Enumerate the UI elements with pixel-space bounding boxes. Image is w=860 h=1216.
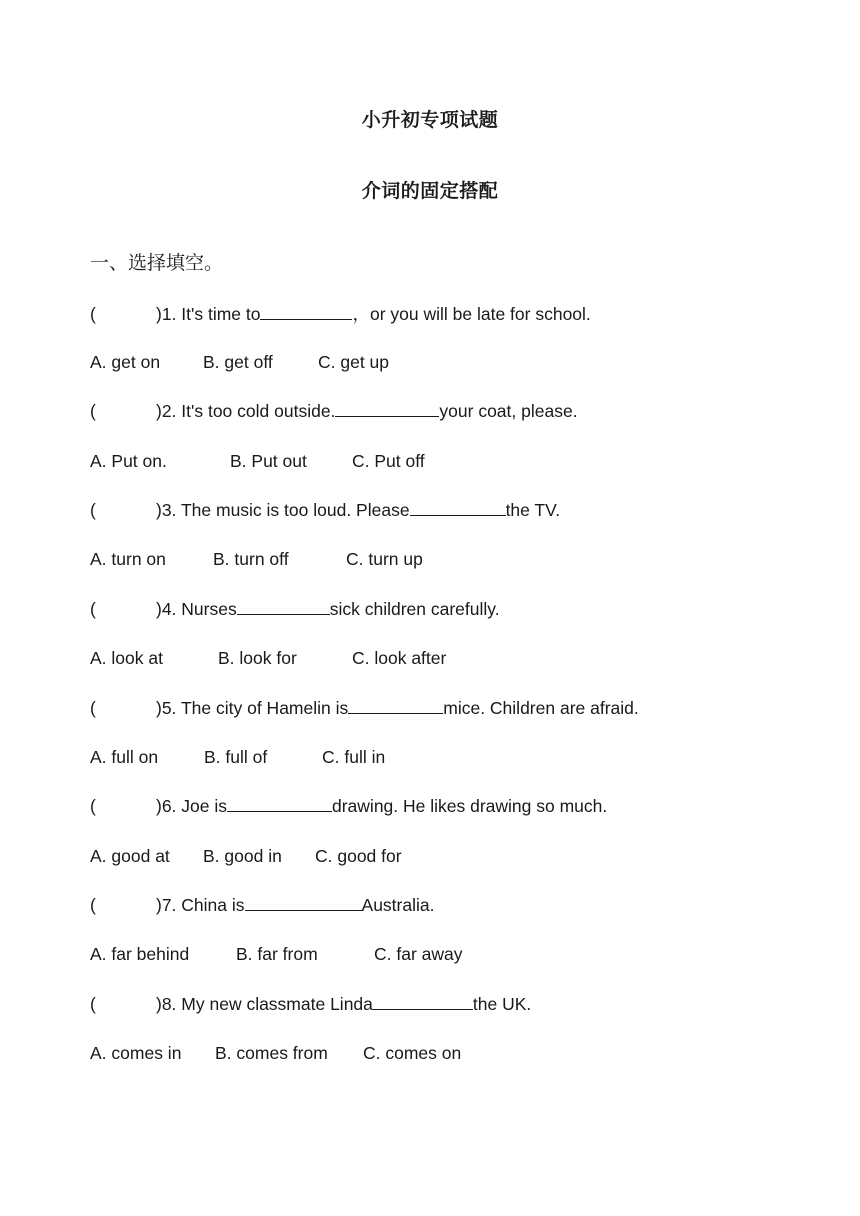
question-stem: )6. Joe is bbox=[156, 796, 227, 816]
options-1 bbox=[90, 352, 389, 373]
option-a: A. good at bbox=[90, 846, 170, 866]
answer-paren[interactable]: ( bbox=[90, 796, 96, 816]
option-b: B. far from bbox=[236, 944, 318, 964]
answer-paren[interactable]: ( bbox=[90, 500, 96, 520]
question-rest: the TV. bbox=[505, 500, 561, 520]
options-4 bbox=[90, 648, 446, 669]
answer-paren[interactable]: ( bbox=[90, 304, 96, 324]
option-a: A. Put on. bbox=[90, 451, 167, 471]
fill-blank bbox=[335, 402, 439, 417]
answer-paren[interactable]: ( bbox=[90, 994, 96, 1014]
option-c: C. get up bbox=[318, 352, 390, 372]
options-2 bbox=[90, 451, 425, 472]
question-rest: Australia. bbox=[361, 895, 435, 915]
option-b: B. turn off bbox=[213, 549, 289, 569]
question-stem: )3. The music is too loud. Please bbox=[156, 500, 410, 520]
question-stem: )1. It's time to bbox=[156, 304, 261, 324]
fill-blank bbox=[227, 797, 332, 812]
fill-blank bbox=[410, 501, 506, 516]
answer-paren[interactable]: ( bbox=[90, 599, 96, 619]
options-7 bbox=[90, 944, 463, 965]
question-stem: )4. Nurses bbox=[156, 599, 237, 619]
question-rest: ，or you will be late for school. bbox=[352, 304, 591, 324]
option-b: B. good in bbox=[203, 846, 282, 866]
question-8 bbox=[90, 994, 531, 1015]
question-stem: )8. My new classmate Linda bbox=[156, 994, 373, 1014]
option-a: A. get on bbox=[90, 352, 161, 372]
option-b: B. full of bbox=[204, 747, 268, 767]
option-c: C. turn up bbox=[346, 549, 423, 569]
fill-blank bbox=[237, 600, 330, 615]
option-b: B. comes from bbox=[215, 1043, 328, 1063]
question-stem: )2. It's too cold outside. bbox=[156, 401, 336, 421]
fill-blank bbox=[373, 995, 473, 1010]
options-6 bbox=[90, 846, 402, 867]
question-2 bbox=[90, 401, 578, 422]
option-a: A. look at bbox=[90, 648, 163, 668]
fill-blank bbox=[245, 896, 362, 911]
option-b: B. get off bbox=[203, 352, 273, 372]
option-b: B. look for bbox=[218, 648, 297, 668]
option-b: B. Put out bbox=[230, 451, 307, 471]
option-c: C. good for bbox=[315, 846, 402, 866]
page-title: 小升初专项试题 bbox=[361, 110, 499, 131]
question-6 bbox=[90, 796, 607, 817]
option-a: A. comes in bbox=[90, 1043, 182, 1063]
question-stem: )5. The city of Hamelin is bbox=[156, 698, 349, 718]
option-a: A. turn on bbox=[90, 549, 166, 569]
options-5 bbox=[90, 747, 385, 768]
options-8 bbox=[90, 1043, 461, 1064]
option-c: C. full in bbox=[322, 747, 386, 767]
question-rest: the UK. bbox=[472, 994, 532, 1014]
fill-blank bbox=[348, 699, 443, 714]
option-c: C. Put off bbox=[352, 451, 425, 471]
option-c: C. comes on bbox=[363, 1043, 462, 1063]
section-heading: 一、选择填空。 bbox=[90, 252, 224, 274]
option-a: A. full on bbox=[90, 747, 159, 767]
question-3 bbox=[90, 500, 560, 521]
page-subtitle: 介词的固定搭配 bbox=[361, 181, 499, 202]
answer-paren[interactable]: ( bbox=[90, 895, 96, 915]
question-1 bbox=[90, 301, 591, 326]
question-rest: sick children carefully. bbox=[329, 599, 500, 619]
options-3 bbox=[90, 549, 423, 570]
question-rest: mice. Children are afraid. bbox=[443, 698, 639, 718]
option-a: A. far behind bbox=[90, 944, 190, 964]
answer-paren[interactable]: ( bbox=[90, 401, 96, 421]
question-rest: drawing. He likes drawing so much. bbox=[332, 796, 608, 816]
option-c: C. far away bbox=[374, 944, 463, 964]
question-rest: your coat, please. bbox=[439, 401, 578, 421]
question-7 bbox=[90, 895, 434, 916]
question-5 bbox=[90, 698, 639, 719]
answer-paren[interactable]: ( bbox=[90, 698, 96, 718]
question-4 bbox=[90, 599, 500, 620]
fill-blank bbox=[260, 305, 352, 320]
option-c: C. look after bbox=[352, 648, 447, 668]
question-stem: )7. China is bbox=[156, 895, 245, 915]
